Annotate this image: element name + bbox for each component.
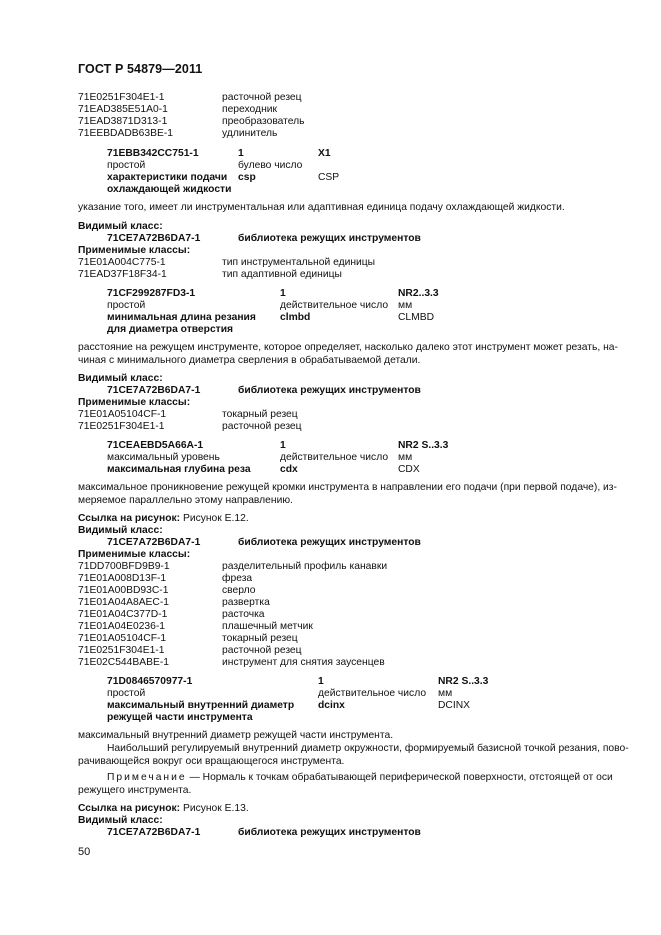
property-symbol: clmbd [280,312,311,323]
class-name: развертка [222,597,270,608]
property-version: 1 [238,148,244,159]
visible-class-name: библиотека режущих инструментов [238,537,421,548]
class-code: 71E01A05104CF-1 [78,409,167,420]
property-code: NR2 S..3.3 [438,676,489,687]
figure-reference-label: Ссылка на рисунок: [78,513,181,524]
class-code: 71E01A05104CF-1 [78,633,167,644]
class-code: 71EAD385E51A0-1 [78,104,168,115]
property-description: указание того, имеет ли инструментальная или адаптивная единица подачу охлаждающей жидкости. [78,202,565,213]
visible-class-code: 71CE7A72B6DA7-1 [107,385,201,396]
class-code: 71E0251F304E1-1 [78,421,165,432]
visible-class-label: Видимый класс: [78,221,163,232]
class-code: 71E0251F304E1-1 [78,645,165,656]
class-code: 71E01A008D13F-1 [78,573,167,584]
visible-class-label: Видимый класс: [78,525,163,536]
property-name: минимальная длина резания [107,312,256,323]
class-name: токарный резец [222,409,298,420]
class-code: 71EAD37F18F34-1 [78,269,167,280]
class-name: переходник [222,104,278,115]
property-description: максимальное проникновение режущей кромки инструмента в направлении его подачи (при первой подаче), из- [78,482,617,493]
class-name: расточной резец [222,421,302,432]
property-symbol: csp [238,172,256,183]
property-unit: мм [438,688,453,699]
property-symbol: cdx [280,464,298,475]
property-id: 71CF299287FD3-1 [107,288,196,299]
property-id: 71CEAEBD5A66A-1 [107,440,204,451]
class-name: инструмент для снятия заусенцев [222,657,385,668]
property-code: NR2 S..3.3 [398,440,449,451]
class-code: 71E01A04E0236-1 [78,621,166,632]
figure-reference [78,513,249,525]
property-description: расстояние на режущем инструменте, которое определяет, насколько далеко этот инструмент может резать, на- [78,342,618,353]
property-code: X1 [318,148,331,159]
property-description: максимальный внутренний диаметр режущей части инструмента. [78,730,394,741]
property-type: максимальный уровень [107,452,220,463]
class-code: 71EAD3871D313-1 [78,116,168,127]
paragraph: Наибольший регулируемый внутренний диаметр окружности, формируемый базисной точкой резания, пово- [107,743,629,754]
visible-class-label: Видимый класс: [78,815,163,826]
property-unit: мм [398,452,413,463]
figure-reference [78,803,249,815]
property-type: простой [107,160,146,171]
class-name: преобразователь [222,116,305,127]
visible-class-name: библиотека режущих инструментов [238,385,421,396]
class-name: токарный резец [222,633,298,644]
standard-header: ГОСТ Р 54879—2011 [78,62,203,76]
class-name: расточной резец [222,645,302,656]
class-name: удлинитель [222,128,278,139]
property-description-cont: меряемое параллельно этому направлению. [78,495,293,506]
property-datatype: действительное число [280,300,389,311]
property-symbol-upper: CLMBD [398,312,435,323]
property-datatype: действительное число [280,452,389,463]
property-datatype: булево число [238,160,303,171]
property-symbol-upper: CSP [318,172,340,183]
figure-reference-link[interactable]: Рисунок Е.12. [182,513,249,524]
property-name-cont: для диаметра отверстия [107,324,234,335]
note-cont: режущего инструмента. [78,785,192,796]
property-name: характеристики подачи [107,172,228,183]
property-name: максимальный внутренний диаметр [107,700,295,711]
page-number: 50 [78,846,91,858]
visible-class-name: библиотека режущих инструментов [238,233,421,244]
property-type: простой [107,300,146,311]
property-version: 1 [280,440,286,451]
class-code: 71E01A04C377D-1 [78,609,168,620]
class-code: 71E01A04A8AEC-1 [78,597,170,608]
property-name: максимальная глубина реза [107,464,251,475]
property-symbol: dcinx [318,700,345,711]
property-version: 1 [280,288,286,299]
class-code: 71EEBDADB63BE-1 [78,128,174,139]
property-datatype: действительное число [318,688,427,699]
property-id: 71EBB342CC751-1 [107,148,199,159]
paragraph-cont: рачивающейся вокруг оси вращающегося инструмента. [78,756,345,767]
note-label: Примечание [107,772,187,783]
note-text: — Нормаль к точкам обрабатывающей периферической поверхности, отстоящей от оси [186,772,613,783]
visible-class-code: 71CE7A72B6DA7-1 [107,827,201,838]
class-code: 71DD700BFD9B9-1 [78,561,170,572]
class-name: тип инструментальной единицы [222,257,376,268]
class-name: разделительный профиль канавки [222,561,388,572]
visible-class-code: 71CE7A72B6DA7-1 [107,537,201,548]
applicable-classes-label: Применимые классы: [78,245,191,256]
property-description-cont: чиная с минимального диаметра сверления в обрабатываемой детали. [78,355,421,366]
figure-reference-label: Ссылка на рисунок: [78,803,181,814]
property-type: простой [107,688,146,699]
property-name-cont: режущей части инструмента [107,712,253,723]
property-symbol-upper: CDX [398,464,420,475]
property-unit: мм [398,300,413,311]
applicable-classes-label: Применимые классы: [78,397,191,408]
class-name: тип адаптивной единицы [222,269,342,280]
class-code: 71E01A00BD93C-1 [78,585,169,596]
property-symbol-upper: DCINX [438,700,471,711]
class-name: расточной резец [222,92,302,103]
visible-class-code: 71CE7A72B6DA7-1 [107,233,201,244]
class-code: 71E02C544BABE-1 [78,657,170,668]
class-name: расточка [222,609,265,620]
class-name: фреза [222,573,253,584]
class-name: сверло [222,585,256,596]
figure-reference-link[interactable]: Рисунок Е.13. [182,803,249,814]
class-code: 71E0251F304E1-1 [78,92,165,103]
class-code: 71E01A004C775-1 [78,257,166,268]
class-name: плашечный метчик [222,621,313,632]
visible-class-label: Видимый класс: [78,373,163,384]
property-id: 71D0846570977-1 [107,676,193,687]
applicable-classes-label: Применимые классы: [78,549,191,560]
visible-class-name: библиотека режущих инструментов [238,827,421,838]
property-name-cont: охлаждающей жидкости [107,184,232,195]
property-version: 1 [318,676,324,687]
property-code: NR2..3.3 [398,288,439,299]
note [107,772,613,784]
